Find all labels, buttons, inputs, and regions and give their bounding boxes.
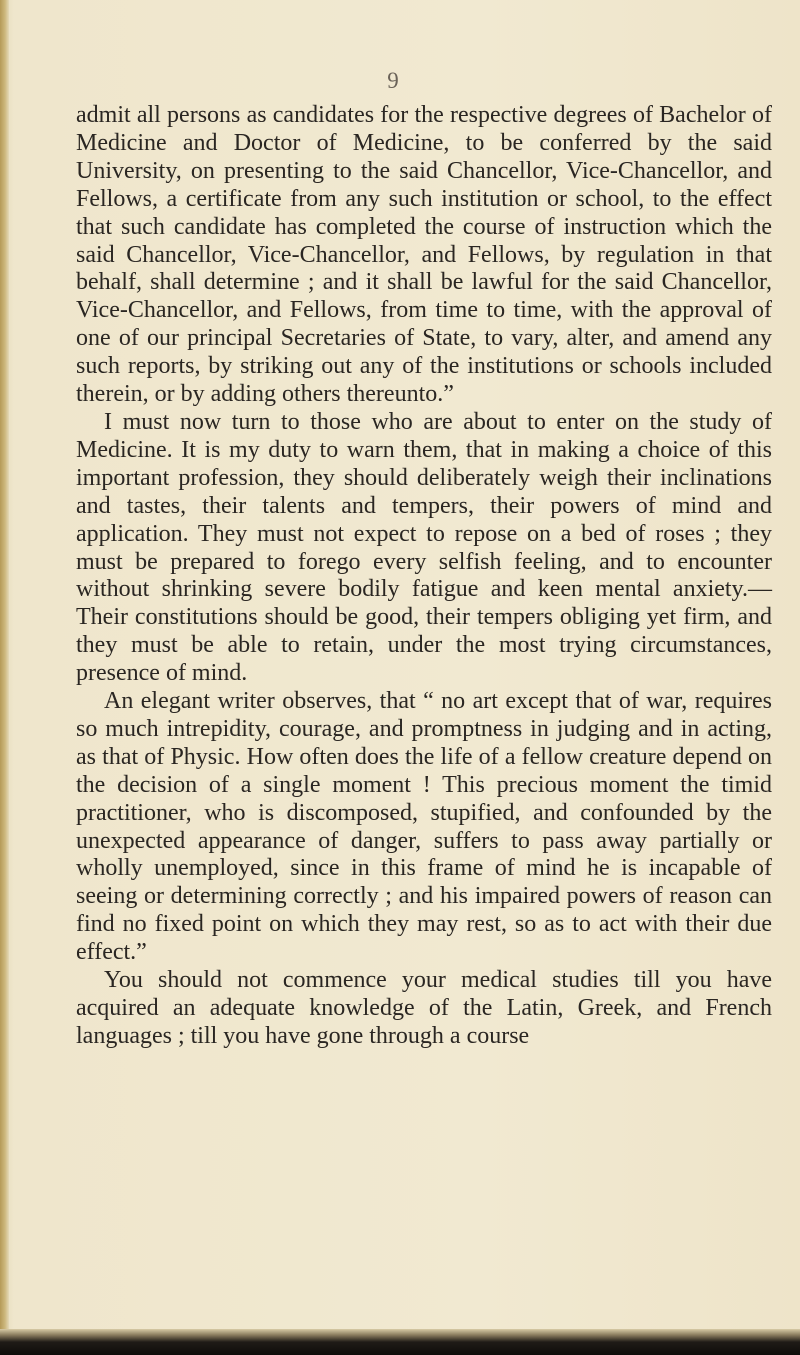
paragraph-1: admit all persons as candidates for the respective degrees of Bachelor of Medicine and Doctor of Medicine, to be conferred by the said University, on presenting to the said Chancellor, Vice-Chancellor, and Fellows, a certificate from any such institution or school, to the effect that such candidate has completed the course of instruction which the said Chancellor, Vice-Chancellor, and Fellows, by regulation in that behalf, shall determine ; and it shall be lawful for the said Chancellor, Vice-Chancellor, and Fellows, from time to time, with the approval of one of our principal Secretaries of State, to vary, alter, and amend any such reports, by striking out any of the institutions or schools included therein, or by adding others thereunto.” [76, 102, 772, 408]
body-text [76, 102, 772, 1051]
paragraph-2: I must now turn to those who are about to enter on the study of Medicine. It is my duty to warn them, that in making a choice of this important profession, they should deliberately weigh their inclinations and tastes, their talents and tempers, their powers of mind and application. They must not expect to repose on a bed of roses ; they must be prepared to forego every selfish feeling, and to encounter without shrinking severe bodily fatigue and keen mental anxiety.— Their constitutions should be good, their tempers obliging yet firm, and they must be able to retain, under the most trying circumstances, presence of mind. [76, 408, 772, 687]
page-binding-edge [0, 0, 9, 1355]
paragraph-4: You should not commence your medical studies till you have acquired an adequate knowledge of the Latin, Greek, and French languages ; till you have gone through a course [76, 967, 772, 1049]
paragraph-3: An elegant writer observes, that “ no art except that of war, requires so much intrepidity, courage, and promptness in judging and in acting, as that of Physic. How often does the life of a fellow creature depend on the decision of a single moment ! This precious moment the timid practitioner, who is discomposed, stupified, and confounded by the unexpected appearance of danger, suffers to pass away partially or wholly unemployed, since in this frame of mind he is incapable of seeing or determining correctly ; and his impaired powers of reason can find no fixed point on which they may rest, so as to act with their due effect.” [76, 688, 772, 966]
page-bottom-shadow [0, 1329, 800, 1355]
page-number: 9 [387, 68, 399, 93]
